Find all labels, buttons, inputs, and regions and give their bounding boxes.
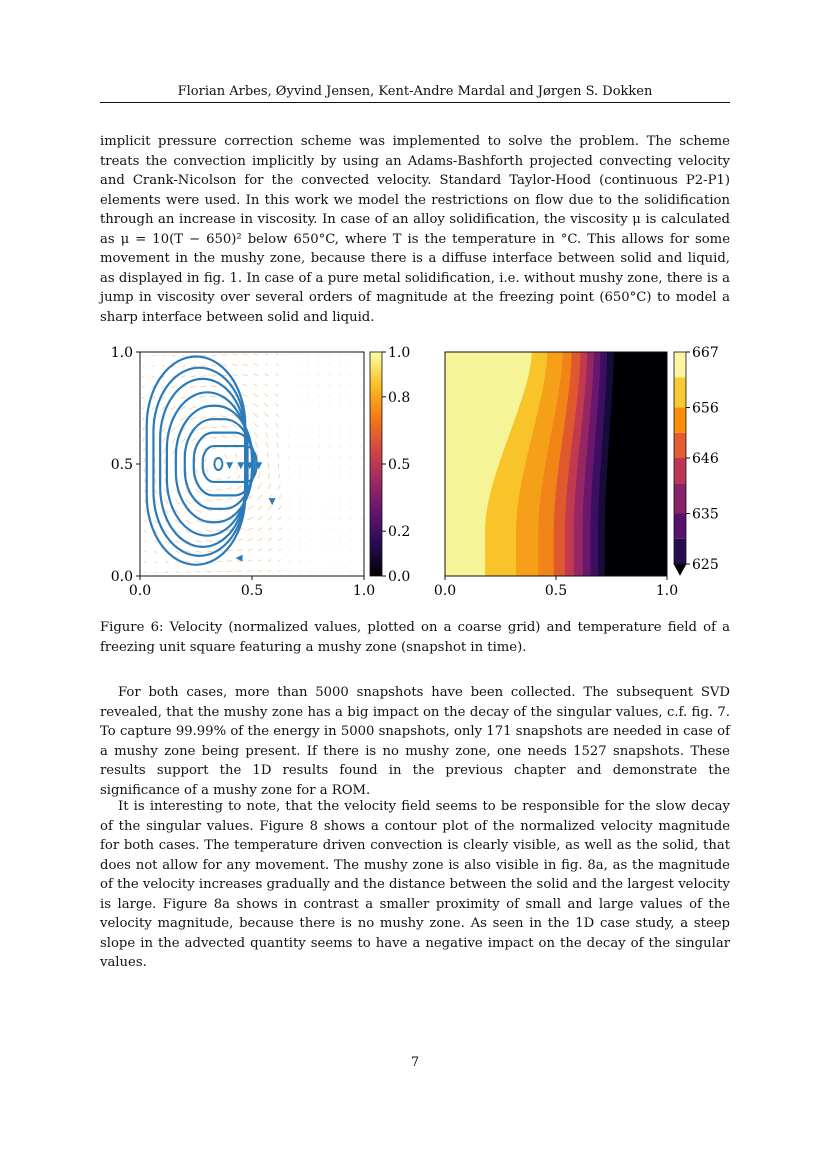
colorbar-tick-label: 0.0 — [388, 569, 411, 585]
colorbar-tick-label: 625 — [692, 557, 719, 573]
temperature-x-ticks — [434, 576, 678, 599]
colorbar-level — [674, 408, 686, 433]
quiver-arrow — [202, 355, 207, 356]
colorbar-tick-label: 0.5 — [388, 457, 411, 473]
colorbar-extend-min — [674, 564, 686, 575]
paragraph-2: For both cases, more than 5000 snapshots have been collected. The subsequent SVD revealed, that the mushy zone has a big impact on the decay of the singular values, c.f. fig. 7. To capture 99.99% of the energy in 5000 snapshots, only 171 snapshots are needed in case of a mushy zone being present. If there is no mushy zone, one needs 1527 snapshots. These results support the 1D results found in the previous chapter and demonstrate the significance of a mushy zone for a ROM. — [100, 685, 730, 798]
quiver-arrow — [360, 425, 361, 427]
velocity-colorbar — [370, 345, 410, 585]
velocity-x-ticks — [129, 576, 375, 599]
quiver-arrow — [227, 550, 233, 551]
y-tick-label: 0.5 — [110, 457, 133, 473]
velocity-panel — [111, 345, 411, 599]
paragraph-1: implicit pressure correction scheme was implemented to solve the problem. The scheme treats the convection implicitly by using an Adams-Bashforth projected convecting velocity and Crank-Nicolson for the convected velocity. Standard Taylor-Hood (continuous P2-P1) elements were used. In this work we model the restrictions on flow due to the solidification through an increase in viscosity. In case of an alloy solidification, the viscosity μ is calculated as μ = 10(T − 650)² below 650°C, where T is the temperature in °C. This allows for some movement in the mushy zone, because there is a diffuse interface between solid and liquid, as displayed in fig. 1. In case of a pure metal solidification, i.e. without mushy zone, there is a jump in viscosity over several orders of magnitude at the freezing point (650°C) to model a sharp interface between solid and liquid. — [100, 134, 730, 325]
page-number: 7 — [410, 1055, 420, 1070]
header-rule — [100, 102, 730, 103]
colorbar-level — [674, 352, 686, 377]
quiver-arrow — [340, 425, 341, 427]
colorbar-tick-label: 635 — [692, 506, 719, 523]
quiver-arrow — [350, 425, 351, 427]
figure-6-svg — [100, 338, 730, 608]
quiver-arrow — [217, 479, 221, 480]
velocity-colorbar-bar — [370, 352, 382, 576]
quiver-arrow — [351, 497, 352, 499]
colorbar-tick-label: 656 — [692, 400, 719, 417]
figure-caption: Figure 6: Velocity (normalized values, plotted on a coarse grid) and temperature field of a freezing unit square featuring a mushy zone (snapshot in time). — [100, 620, 730, 655]
colorbar-tick-label: 0.2 — [388, 524, 411, 541]
quiver-arrow — [309, 487, 310, 489]
quiver-arrow — [309, 436, 310, 438]
x-tick-label: 0.0 — [128, 583, 152, 599]
figure-6 — [100, 338, 730, 608]
x-tick-label: 1.0 — [655, 583, 679, 599]
temperature-panel — [434, 345, 719, 599]
colorbar-tick-label: 1.0 — [388, 345, 411, 361]
quiver-arrow — [206, 572, 211, 573]
colorbar-level — [674, 539, 686, 564]
paragraph-3: It is interesting to note, that the velocity field seems to be responsible for the slow decay of the singular values. Figure 8 shows a contour plot of the normalized velocity magnitude for both cases. The temperature driven convection is clearly visible, as well as the solid, that does not allow for any movement. The mushy zone is also visible in fig. 8a, as the magnitude of the velocity increases gradually and the distance between the solid and the largest velocity is large. Figure 8a shows in contrast a smaller proximity of small and large values of the velocity magnitude, because there is no mushy zone. As seen in the 1D case study, a steep slope in the advected quantity seems to have a negative impact on the decay of the singular values. — [100, 799, 730, 970]
temperature-contours — [445, 352, 667, 576]
colorbar-tick-label: 646 — [692, 451, 719, 467]
colorbar-tick-label: 667 — [692, 345, 719, 361]
colorbar-level — [674, 458, 686, 483]
quiver-arrow — [319, 436, 320, 438]
page-header: Florian Arbes, Øyvind Jensen, Kent-Andre Mardal and Jørgen S. Dokken — [177, 84, 653, 99]
x-tick-label: 0.5 — [544, 583, 568, 599]
y-tick-label: 0.0 — [110, 569, 133, 585]
x-tick-label: 0.0 — [433, 583, 457, 599]
x-tick-label: 1.0 — [352, 583, 376, 599]
colorbar-tick-label: 0.8 — [388, 389, 411, 406]
quiver-arrow — [340, 497, 341, 499]
temperature-colorbar — [674, 345, 719, 575]
x-tick-label: 0.5 — [240, 583, 264, 599]
y-tick-label: 1.0 — [110, 345, 133, 361]
colorbar-level — [674, 377, 686, 407]
quiver-arrow — [268, 462, 269, 468]
velocity-y-ticks — [111, 345, 140, 585]
colorbar-level — [674, 514, 686, 539]
colorbar-level — [674, 433, 686, 458]
colorbar-level — [674, 483, 686, 513]
